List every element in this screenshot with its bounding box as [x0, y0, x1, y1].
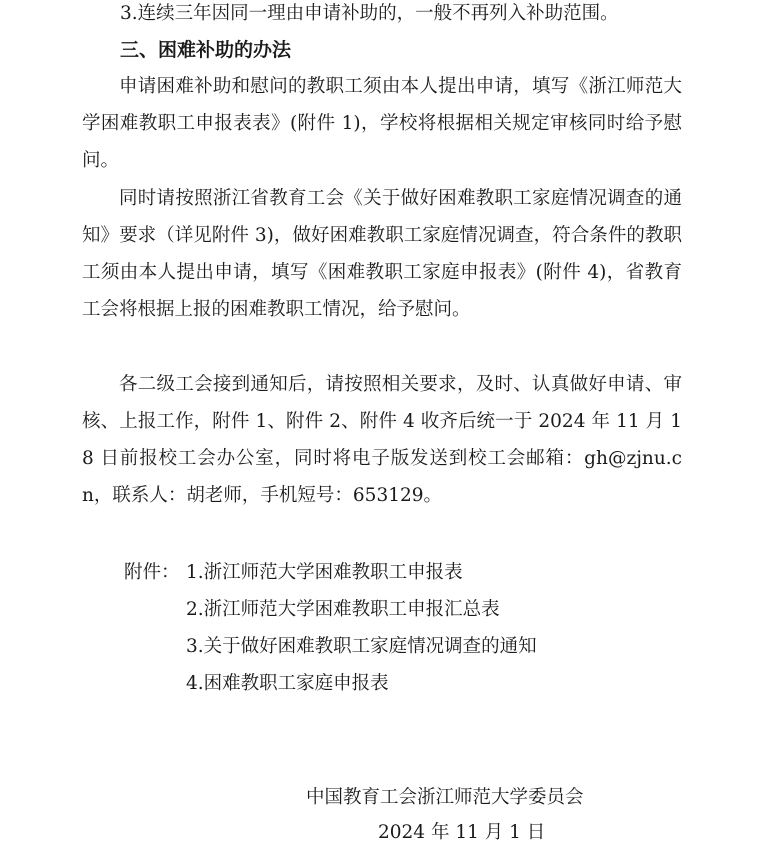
list-item-3: 3.连续三年因同一理由申请补助的，一般不再列入补助范围。: [120, 3, 619, 24]
signature-date: 2024 年 11 月 1 日: [378, 822, 546, 843]
attachment-item-1: 1.浙江师范大学困难教职工申报表: [186, 562, 463, 583]
signature-organization: 中国教育工会浙江师范大学委员会: [306, 787, 584, 808]
attachment-item-3: 3.关于做好困难教职工家庭情况调查的通知: [186, 636, 537, 657]
paragraph-application: 申请困难补助和慰问的教职工须由本人提出申请，填写《浙江师范大学困难教职工申报表表》(附件 1)，学校将根据相关规定审核同时给予慰问。: [82, 76, 682, 171]
attachment-item-2: 2.浙江师范大学困难教职工申报汇总表: [186, 599, 500, 620]
attachments-label: 附件：: [124, 562, 180, 583]
section-heading: 三、困难补助的办法: [120, 39, 292, 61]
paragraph-submission: 各二级工会接到通知后，请按照相关要求，及时、认真做好申请、审核、上报工作，附件 1、附件 2、附件 4 收齐后统一于 2024 年 11 月 18 日前报校工会办公室，同时将电子版发送到校工会邮箱：gh@zjnu.cn，联系人：胡老师，手机短号：653129。: [82, 374, 682, 506]
paragraph-provincial-survey: 同时请按照浙江省教育工会《关于做好困难教职工家庭情况调查的通知》要求（详见附件 3)，做好困难教职工家庭情况调查，符合条件的教职工须由本人提出申请，填写《困难教职工家庭申报表》(附件 4)，省教育工会将根据上报的困难教职工情况，给予慰问。: [82, 188, 682, 320]
attachment-item-4: 4.困难教职工家庭申报表: [186, 673, 389, 694]
